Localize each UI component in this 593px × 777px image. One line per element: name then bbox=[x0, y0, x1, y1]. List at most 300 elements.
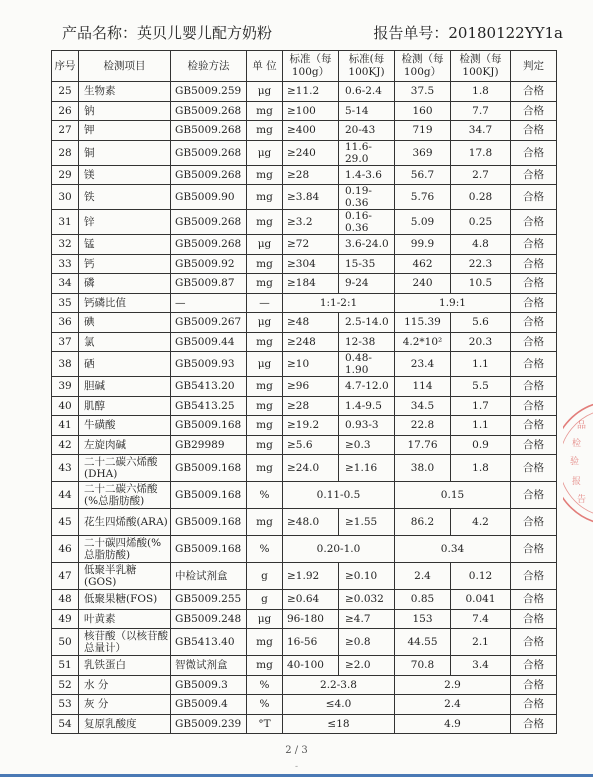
cell-judgement: 合格 bbox=[511, 293, 557, 313]
cell-standard-per-100g: ≥184 bbox=[283, 274, 339, 294]
cell-item: 花生四烯酸(ARA) bbox=[79, 509, 171, 536]
cell-detected-per-100kj: 1.7 bbox=[451, 396, 511, 416]
cell-detected-per-100g: 70.8 bbox=[395, 656, 451, 676]
cell-method: GB5009.87 bbox=[171, 274, 247, 294]
report-number-line bbox=[373, 22, 563, 43]
svg-text:报: 报 bbox=[572, 477, 582, 487]
cell-standard-per-100g: ≥5.6 bbox=[283, 435, 339, 455]
cell-detected-per-100g: 5.76 bbox=[395, 185, 451, 210]
cell-method: GB5009.168 bbox=[171, 416, 247, 436]
cell-standard-per-100g: ≥304 bbox=[283, 254, 339, 274]
cell-no: 41 bbox=[52, 416, 79, 436]
cell-standard-per-100kj: 3.6-24.0 bbox=[339, 235, 395, 255]
cell-judgement: 合格 bbox=[511, 313, 557, 333]
cell-unit: % bbox=[247, 695, 283, 715]
cell-item: 二十二碳六烯酸(%总脂肪酸) bbox=[79, 482, 171, 509]
cell-standard-per-100kj: 15-35 bbox=[339, 254, 395, 274]
cell-method: GB5413.25 bbox=[171, 396, 247, 416]
cell-judgement: 合格 bbox=[511, 352, 557, 377]
table-row bbox=[52, 332, 557, 352]
cell-method: GB5009.268 bbox=[171, 121, 247, 141]
cell-method: GB5009.44 bbox=[171, 332, 247, 352]
cell-standard-per-100kj: 9-24 bbox=[339, 274, 395, 294]
cell-standard-per-100g: ≥248 bbox=[283, 332, 339, 352]
cell-standard-per-100g: ≥28 bbox=[283, 396, 339, 416]
svg-text:检: 检 bbox=[572, 439, 582, 449]
table-row bbox=[52, 536, 557, 563]
cell-unit: μg bbox=[247, 140, 283, 165]
cell-standard-per-100kj: 5-14 bbox=[339, 101, 395, 121]
cell-judgement: 合格 bbox=[511, 435, 557, 455]
cell-detected-per-100kj: 2.7 bbox=[451, 165, 511, 185]
cell-method: GB5009.267 bbox=[171, 313, 247, 333]
cell-detected-per-100kj: 0.9 bbox=[451, 435, 511, 455]
cell-standard-per-100kj: 0.16-0.36 bbox=[339, 210, 395, 235]
col-unit: 单 位 bbox=[247, 51, 283, 82]
cell-detected-per-100kj: 5.5 bbox=[451, 377, 511, 397]
cell-standard-per-100kj: ≥0.8 bbox=[339, 629, 395, 656]
cell-detected-per-100g: 0.85 bbox=[395, 590, 451, 610]
cell-standard-per-100g: ≥3.84 bbox=[283, 185, 339, 210]
cell-detected-per-100g: 23.4 bbox=[395, 352, 451, 377]
cell-no: 36 bbox=[52, 313, 79, 333]
cell-judgement: 合格 bbox=[511, 714, 557, 734]
table-row bbox=[52, 121, 557, 141]
cell-unit: mg bbox=[247, 101, 283, 121]
col-standard-per-100kj: 标准(每100KJ) bbox=[339, 51, 395, 82]
cell-unit: mg bbox=[247, 416, 283, 436]
cell-unit: mg bbox=[247, 185, 283, 210]
cell-detected-per-100g: 2.4 bbox=[395, 563, 451, 590]
cell-detected-per-100kj: 0.041 bbox=[451, 590, 511, 610]
cell-standard-per-100g: ≥1.92 bbox=[283, 563, 339, 590]
cell-detected-per-100g: 719 bbox=[395, 121, 451, 141]
cell-standard-per-100kj: ≥4.7 bbox=[339, 609, 395, 629]
cell-standard-per-100kj: ≥0.3 bbox=[339, 435, 395, 455]
cell-detected: 4.9 bbox=[395, 714, 511, 734]
cell-standard-per-100g: 96-180 bbox=[283, 609, 339, 629]
cell-item: 钙磷比值 bbox=[79, 293, 171, 313]
cell-item: 肌醇 bbox=[79, 396, 171, 416]
cell-judgement: 合格 bbox=[511, 235, 557, 255]
cell-no: 39 bbox=[52, 377, 79, 397]
cell-standard-per-100kj: 2.5-14.0 bbox=[339, 313, 395, 333]
cell-detected-per-100g: 4.2*10² bbox=[395, 332, 451, 352]
cell-detected-per-100kj: 1.1 bbox=[451, 352, 511, 377]
table-row bbox=[52, 293, 557, 313]
table-row bbox=[52, 629, 557, 656]
cell-unit: mg bbox=[247, 121, 283, 141]
cell-unit: % bbox=[247, 675, 283, 695]
cell-no: 32 bbox=[52, 235, 79, 255]
cell-unit: μg bbox=[247, 352, 283, 377]
cell-judgement: 合格 bbox=[511, 416, 557, 436]
cell-item: 铜 bbox=[79, 140, 171, 165]
cell-item: 硒 bbox=[79, 352, 171, 377]
cell-standard: ≤18 bbox=[283, 714, 395, 734]
cell-method: GB5413.40 bbox=[171, 629, 247, 656]
table-row bbox=[52, 274, 557, 294]
cell-standard-per-100kj: 0.93-3 bbox=[339, 416, 395, 436]
table-row bbox=[52, 695, 557, 715]
cell-judgement: 合格 bbox=[511, 629, 557, 656]
table-row bbox=[52, 235, 557, 255]
table-row bbox=[52, 455, 557, 482]
cell-method: GB5009.93 bbox=[171, 352, 247, 377]
cell-detected-per-100g: 153 bbox=[395, 609, 451, 629]
cell-item: 锌 bbox=[79, 210, 171, 235]
cell-judgement: 合格 bbox=[511, 695, 557, 715]
table-row bbox=[52, 509, 557, 536]
cell-detected-per-100kj: 22.3 bbox=[451, 254, 511, 274]
cell-unit: mg bbox=[247, 377, 283, 397]
table-row bbox=[52, 396, 557, 416]
cell-unit: mg bbox=[247, 210, 283, 235]
cell-unit: % bbox=[247, 536, 283, 563]
cell-standard-per-100g: ≥240 bbox=[283, 140, 339, 165]
cell-item: 低聚果糖(FOS) bbox=[79, 590, 171, 610]
cell-no: 49 bbox=[52, 609, 79, 629]
cell-standard-per-100g: ≥0.64 bbox=[283, 590, 339, 610]
cell-method: GB5009.90 bbox=[171, 185, 247, 210]
cell-detected-per-100kj: 4.2 bbox=[451, 509, 511, 536]
cell-method: GB5009.4 bbox=[171, 695, 247, 715]
cell-no: 30 bbox=[52, 185, 79, 210]
table-row bbox=[52, 609, 557, 629]
svg-text:品: 品 bbox=[577, 421, 587, 431]
cell-detected-per-100g: 369 bbox=[395, 140, 451, 165]
cell-detected-per-100kj: 3.4 bbox=[451, 656, 511, 676]
cell-no: 26 bbox=[52, 101, 79, 121]
cell-method: GB5009.268 bbox=[171, 235, 247, 255]
cell-item: 钠 bbox=[79, 101, 171, 121]
cell-judgement: 合格 bbox=[511, 455, 557, 482]
cell-unit: mg bbox=[247, 165, 283, 185]
cell-standard-per-100kj: ≥1.55 bbox=[339, 509, 395, 536]
table-row bbox=[52, 590, 557, 610]
cell-no: 53 bbox=[52, 695, 79, 715]
cell-judgement: 合格 bbox=[511, 563, 557, 590]
cell-detected: 2.4 bbox=[395, 695, 511, 715]
cell-judgement: 合格 bbox=[511, 140, 557, 165]
cell-judgement: 合格 bbox=[511, 609, 557, 629]
table-row bbox=[52, 435, 557, 455]
cell-detected: 0.15 bbox=[395, 482, 511, 509]
cell-detected-per-100kj: 34.7 bbox=[451, 121, 511, 141]
cell-no: 50 bbox=[52, 629, 79, 656]
cell-method: GB5009.248 bbox=[171, 609, 247, 629]
cell-standard: ≤4.0 bbox=[283, 695, 395, 715]
cell-method: GB5009.259 bbox=[171, 82, 247, 102]
cell-unit: mg bbox=[247, 396, 283, 416]
cell-standard-per-100g: 40-100 bbox=[283, 656, 339, 676]
cell-unit: g bbox=[247, 590, 283, 610]
cell-judgement: 合格 bbox=[511, 396, 557, 416]
cell-judgement: 合格 bbox=[511, 536, 557, 563]
cell-standard-per-100g: ≥100 bbox=[283, 101, 339, 121]
cell-method: GB5009.168 bbox=[171, 455, 247, 482]
col-standard-per-100g: 标准（每100g） bbox=[283, 51, 339, 82]
table-body bbox=[52, 82, 557, 734]
cell-no: 37 bbox=[52, 332, 79, 352]
cell-no: 47 bbox=[52, 563, 79, 590]
cell-judgement: 合格 bbox=[511, 482, 557, 509]
cell-method: 智微试剂盒 bbox=[171, 656, 247, 676]
cell-standard-per-100g: ≥96 bbox=[283, 377, 339, 397]
cell-detected-per-100kj: 1.8 bbox=[451, 455, 511, 482]
cell-no: 48 bbox=[52, 590, 79, 610]
cell-detected-per-100g: 5.09 bbox=[395, 210, 451, 235]
table-row bbox=[52, 165, 557, 185]
cell-standard-per-100g: ≥72 bbox=[283, 235, 339, 255]
cell-method: GB5009.268 bbox=[171, 101, 247, 121]
report-header bbox=[62, 22, 563, 44]
cell-method: GB5009.3 bbox=[171, 675, 247, 695]
cell-standard: 0.11-0.5 bbox=[283, 482, 395, 509]
cell-detected-per-100g: 22.8 bbox=[395, 416, 451, 436]
cell-item: 左旋肉碱 bbox=[79, 435, 171, 455]
cell-standard-per-100kj: 0.6-2.4 bbox=[339, 82, 395, 102]
cell-no: 35 bbox=[52, 293, 79, 313]
cell-unit: μg bbox=[247, 609, 283, 629]
cell-standard: 1:1-2:1 bbox=[283, 293, 395, 313]
cell-detected-per-100kj: 5.6 bbox=[451, 313, 511, 333]
cell-standard-per-100g: 16-56 bbox=[283, 629, 339, 656]
cell-item: 钙 bbox=[79, 254, 171, 274]
cell-method: GB5009.255 bbox=[171, 590, 247, 610]
cell-no: 40 bbox=[52, 396, 79, 416]
page-number: 2 / 3 bbox=[285, 745, 308, 756]
cell-unit: mg bbox=[247, 254, 283, 274]
cell-item: 水 分 bbox=[79, 675, 171, 695]
cell-item: 灰 分 bbox=[79, 695, 171, 715]
cell-method: — bbox=[171, 293, 247, 313]
cell-judgement: 合格 bbox=[511, 254, 557, 274]
cell-standard-per-100g: ≥10 bbox=[283, 352, 339, 377]
cell-standard-per-100g: ≥28 bbox=[283, 165, 339, 185]
product-label: 产品名称： bbox=[62, 24, 138, 42]
cell-standard-per-100kj: 0.48-1.90 bbox=[339, 352, 395, 377]
cell-unit: μg bbox=[247, 82, 283, 102]
cell-standard-per-100kj: ≥0.032 bbox=[339, 590, 395, 610]
cell-method: GB5009.168 bbox=[171, 509, 247, 536]
cell-item: 生物素 bbox=[79, 82, 171, 102]
cell-detected-per-100g: 38.0 bbox=[395, 455, 451, 482]
table-row bbox=[52, 675, 557, 695]
cell-judgement: 合格 bbox=[511, 82, 557, 102]
table-row bbox=[52, 210, 557, 235]
cell-detected-per-100kj: 0.12 bbox=[451, 563, 511, 590]
product-name: 英贝儿婴儿配方奶粉 bbox=[137, 24, 273, 42]
cell-no: 51 bbox=[52, 656, 79, 676]
cell-unit: mg bbox=[247, 274, 283, 294]
cell-no: 29 bbox=[52, 165, 79, 185]
cell-unit: mg bbox=[247, 455, 283, 482]
cell-standard-per-100g: ≥11.2 bbox=[283, 82, 339, 102]
cell-method: GB5413.20 bbox=[171, 377, 247, 397]
cell-detected-per-100g: 240 bbox=[395, 274, 451, 294]
svg-text:告: 告 bbox=[577, 495, 587, 505]
cell-unit: mg bbox=[247, 509, 283, 536]
cell-judgement: 合格 bbox=[511, 185, 557, 210]
cell-detected-per-100kj: 7.4 bbox=[451, 609, 511, 629]
cell-item: 乳铁蛋白 bbox=[79, 656, 171, 676]
cell-unit: μg bbox=[247, 235, 283, 255]
cell-no: 44 bbox=[52, 482, 79, 509]
cell-standard-per-100kj: 4.7-12.0 bbox=[339, 377, 395, 397]
cell-standard-per-100g: ≥48.0 bbox=[283, 509, 339, 536]
page-mark: - bbox=[294, 762, 299, 772]
cell-detected-per-100kj: 2.1 bbox=[451, 629, 511, 656]
table-header-row bbox=[52, 51, 557, 82]
cell-detected-per-100g: 34.5 bbox=[395, 396, 451, 416]
table-row bbox=[52, 563, 557, 590]
cell-item: 低聚半乳糖(GOS) bbox=[79, 563, 171, 590]
cell-no: 31 bbox=[52, 210, 79, 235]
cell-no: 34 bbox=[52, 274, 79, 294]
cell-detected-per-100g: 44.55 bbox=[395, 629, 451, 656]
cell-no: 45 bbox=[52, 509, 79, 536]
cell-judgement: 合格 bbox=[511, 274, 557, 294]
cell-unit: °T bbox=[247, 714, 283, 734]
cell-detected-per-100kj: 10.5 bbox=[451, 274, 511, 294]
cell-item: 铁 bbox=[79, 185, 171, 210]
cell-standard-per-100kj: ≥1.16 bbox=[339, 455, 395, 482]
cell-no: 28 bbox=[52, 140, 79, 165]
col-item: 检测项目 bbox=[79, 51, 171, 82]
cell-no: 25 bbox=[52, 82, 79, 102]
cell-no: 27 bbox=[52, 121, 79, 141]
cell-detected-per-100g: 160 bbox=[395, 101, 451, 121]
cell-unit: mg bbox=[247, 629, 283, 656]
cell-judgement: 合格 bbox=[511, 332, 557, 352]
cell-detected-per-100kj: 1.1 bbox=[451, 416, 511, 436]
report-number: 20180122YY1a bbox=[448, 24, 563, 42]
table-row bbox=[52, 140, 557, 165]
cell-standard-per-100kj: ≥0.10 bbox=[339, 563, 395, 590]
table-row bbox=[52, 377, 557, 397]
cell-detected-per-100g: 99.9 bbox=[395, 235, 451, 255]
inspection-seal bbox=[563, 398, 593, 528]
cell-item: 碘 bbox=[79, 313, 171, 333]
cell-item: 叶黄素 bbox=[79, 609, 171, 629]
table-row bbox=[52, 714, 557, 734]
cell-detected: 1.9:1 bbox=[395, 293, 511, 313]
cell-no: 42 bbox=[52, 435, 79, 455]
cell-detected: 2.9 bbox=[395, 675, 511, 695]
cell-method: GB5009.168 bbox=[171, 482, 247, 509]
col-no: 序号 bbox=[52, 51, 79, 82]
cell-unit: g bbox=[247, 563, 283, 590]
cell-standard-per-100kj: 0.19-0.36 bbox=[339, 185, 395, 210]
table-row bbox=[52, 656, 557, 676]
col-judgement: 判定 bbox=[511, 51, 557, 82]
cell-unit: mg bbox=[247, 435, 283, 455]
table-row bbox=[52, 254, 557, 274]
cell-detected-per-100kj: 0.25 bbox=[451, 210, 511, 235]
cell-item: 二十碳四烯酸(%总脂肪酸) bbox=[79, 536, 171, 563]
cell-unit: % bbox=[247, 482, 283, 509]
table-row bbox=[52, 482, 557, 509]
product-name-line bbox=[62, 22, 272, 43]
cell-judgement: 合格 bbox=[511, 101, 557, 121]
table-row bbox=[52, 352, 557, 377]
cell-unit: μg bbox=[247, 313, 283, 333]
cell-standard-per-100kj: 12-38 bbox=[339, 332, 395, 352]
cell-standard: 2.2-3.8 bbox=[283, 675, 395, 695]
cell-item: 钾 bbox=[79, 121, 171, 141]
cell-item: 镁 bbox=[79, 165, 171, 185]
cell-method: GB5009.239 bbox=[171, 714, 247, 734]
cell-no: 52 bbox=[52, 675, 79, 695]
cell-detected-per-100g: 114 bbox=[395, 377, 451, 397]
report-label: 报告单号： bbox=[373, 24, 449, 42]
cell-no: 33 bbox=[52, 254, 79, 274]
cell-detected-per-100kj: 4.8 bbox=[451, 235, 511, 255]
col-detected-per-100g: 检测（每100g） bbox=[395, 51, 451, 82]
cell-standard-per-100g: ≥400 bbox=[283, 121, 339, 141]
cell-judgement: 合格 bbox=[511, 377, 557, 397]
cell-standard-per-100kj: 20-43 bbox=[339, 121, 395, 141]
cell-judgement: 合格 bbox=[511, 590, 557, 610]
col-method: 检验方法 bbox=[171, 51, 247, 82]
cell-method: GB5009.168 bbox=[171, 536, 247, 563]
cell-no: 54 bbox=[52, 714, 79, 734]
cell-judgement: 合格 bbox=[511, 121, 557, 141]
cell-no: 38 bbox=[52, 352, 79, 377]
cell-standard-per-100kj: 11.6-29.0 bbox=[339, 140, 395, 165]
cell-unit: — bbox=[247, 293, 283, 313]
cell-standard-per-100kj: 1.4-9.5 bbox=[339, 396, 395, 416]
cell-item: 核苷酸（以核苷酸总量计） bbox=[79, 629, 171, 656]
cell-judgement: 合格 bbox=[511, 656, 557, 676]
col-detected-per-100kj: 检测（每100KJ) bbox=[451, 51, 511, 82]
cell-standard-per-100g: ≥3.2 bbox=[283, 210, 339, 235]
cell-detected-per-100g: 86.2 bbox=[395, 509, 451, 536]
cell-standard-per-100kj: 1.4-3.6 bbox=[339, 165, 395, 185]
cell-detected-per-100g: 462 bbox=[395, 254, 451, 274]
cell-method: GB5009.268 bbox=[171, 165, 247, 185]
cell-method: GB5009.268 bbox=[171, 140, 247, 165]
cell-detected-per-100g: 37.5 bbox=[395, 82, 451, 102]
cell-item: 氯 bbox=[79, 332, 171, 352]
cell-method: 中检试剂盒 bbox=[171, 563, 247, 590]
cell-item: 牛磺酸 bbox=[79, 416, 171, 436]
cell-standard-per-100kj: ≥2.0 bbox=[339, 656, 395, 676]
cell-judgement: 合格 bbox=[511, 509, 557, 536]
cell-detected-per-100kj: 0.28 bbox=[451, 185, 511, 210]
cell-method: GB5009.268 bbox=[171, 210, 247, 235]
test-results-table bbox=[51, 50, 557, 734]
table-row bbox=[52, 313, 557, 333]
cell-standard-per-100g: ≥19.2 bbox=[283, 416, 339, 436]
cell-no: 46 bbox=[52, 536, 79, 563]
cell-item: 二十二碳六烯酸(DHA) bbox=[79, 455, 171, 482]
cell-detected-per-100kj: 7.7 bbox=[451, 101, 511, 121]
svg-text:验: 验 bbox=[570, 457, 580, 467]
cell-standard-per-100g: ≥24.0 bbox=[283, 455, 339, 482]
cell-standard-per-100g: ≥48 bbox=[283, 313, 339, 333]
cell-unit: mg bbox=[247, 656, 283, 676]
cell-detected-per-100g: 17.76 bbox=[395, 435, 451, 455]
cell-detected: 0.34 bbox=[395, 536, 511, 563]
cell-detected-per-100kj: 17.8 bbox=[451, 140, 511, 165]
table-row bbox=[52, 101, 557, 121]
cell-method: GB29989 bbox=[171, 435, 247, 455]
cell-item: 锰 bbox=[79, 235, 171, 255]
cell-judgement: 合格 bbox=[511, 675, 557, 695]
cell-item: 复原乳酸度 bbox=[79, 714, 171, 734]
